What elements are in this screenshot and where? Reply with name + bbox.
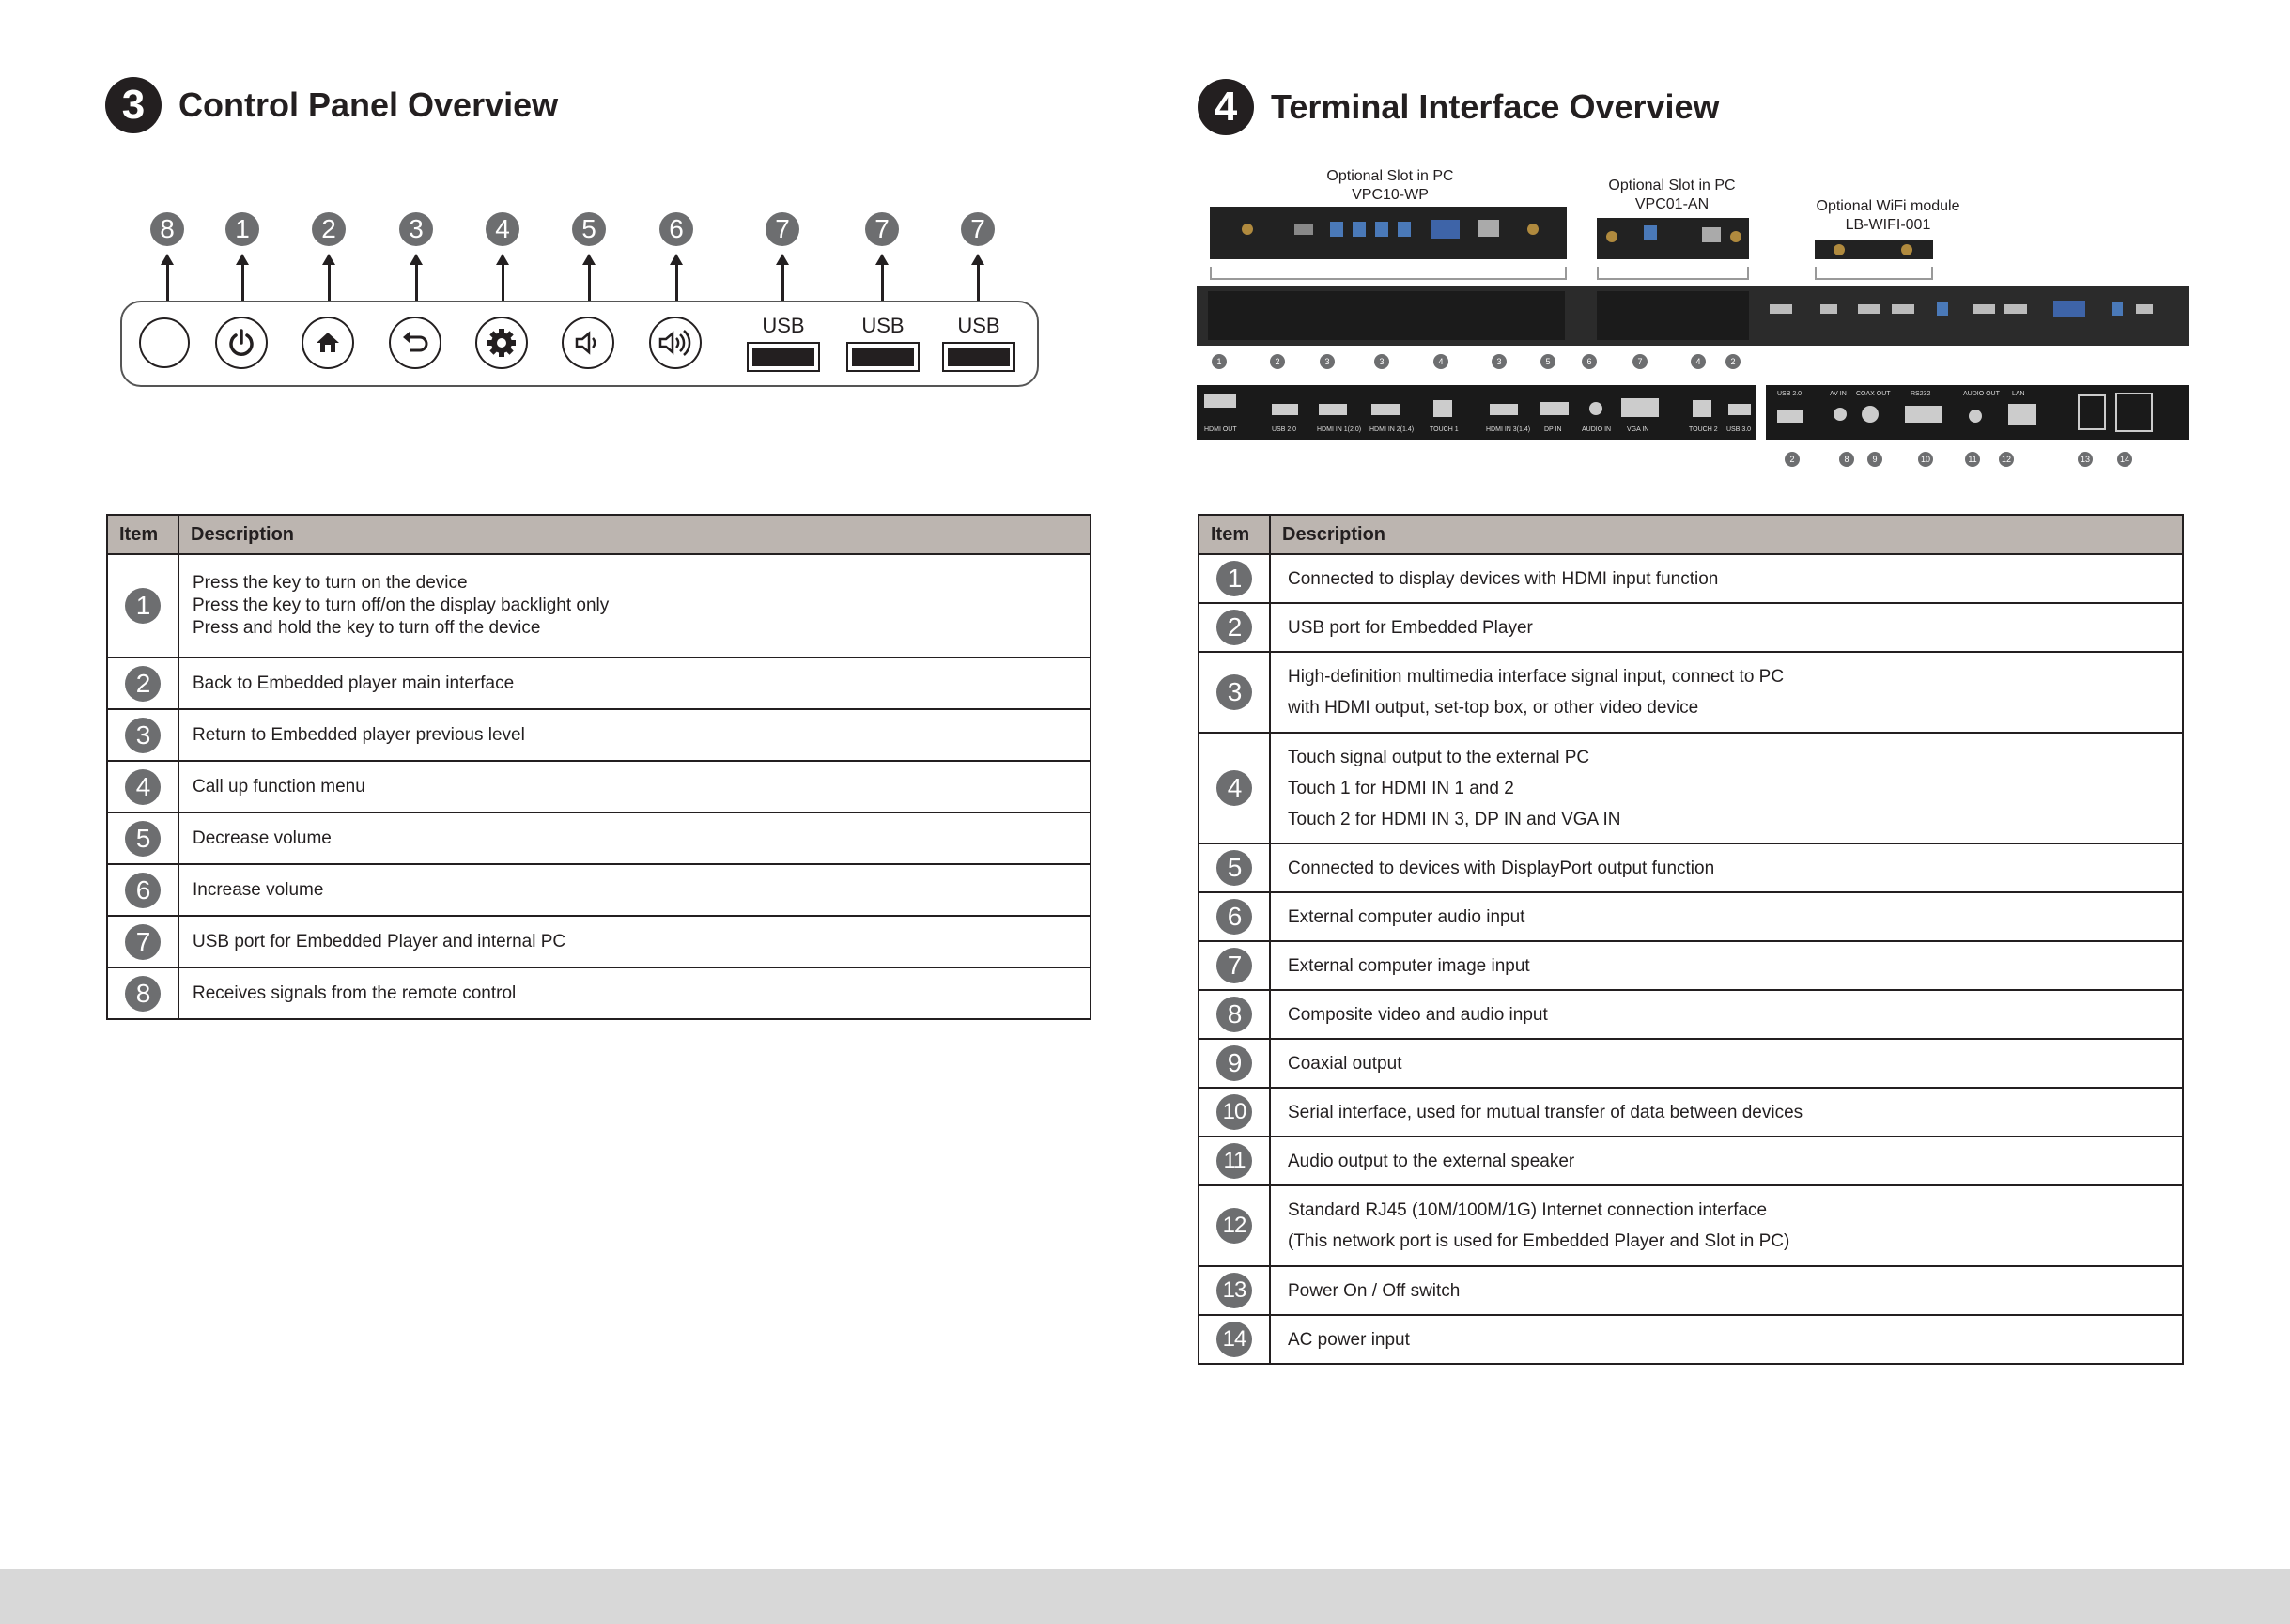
optional-slot-model: VPC01-AN: [1634, 196, 1710, 212]
usb-port-2[interactable]: [846, 314, 920, 372]
table-row: [1199, 733, 2183, 843]
vpc10-wp-module: [1210, 207, 1567, 259]
port-callout: 3: [1374, 354, 1389, 369]
usb-2-port: [1272, 404, 1298, 415]
module-port: [1294, 224, 1313, 235]
strip-port: [1973, 304, 1995, 314]
control-panel-table: [106, 514, 1091, 1020]
item-badge: 3: [1216, 674, 1252, 710]
vga-in-port: [1621, 398, 1659, 417]
table-row: [107, 812, 1091, 864]
description-cell: Connected to devices with DisplayPort output function: [1270, 843, 2183, 892]
header-description: Description: [178, 515, 1091, 554]
table-row: [1199, 652, 2183, 733]
description-cell: External computer audio input: [1270, 892, 2183, 941]
lower-right-port-panel: [1766, 385, 2189, 440]
description-cell: Composite video and audio input: [1270, 990, 2183, 1039]
hdmi-in-3-port: [1490, 404, 1518, 415]
description-line: Press the key to turn off/on the display backlight only: [193, 595, 610, 615]
description-cell: Increase volume: [178, 864, 1091, 916]
item-badge: 5: [1216, 850, 1252, 886]
port-callout: 9: [1867, 452, 1882, 467]
description-cell: [1270, 1185, 2183, 1266]
description-line: High-definition multimedia interface signal input, connect to PC: [1288, 667, 1785, 687]
port-callout: 14: [2117, 452, 2132, 467]
table-row: [107, 657, 1091, 709]
usb-label: USB: [861, 314, 905, 337]
description-line: Standard RJ45 (10M/100M/1G) Internet connection interface: [1288, 1200, 1768, 1220]
port-callout: 6: [1582, 354, 1597, 369]
item-badge: 9: [1216, 1045, 1252, 1081]
callout-4: 4: [486, 212, 519, 246]
description-cell: Return to Embedded player previous level: [178, 709, 1091, 761]
description-cell: Power On / Off switch: [1270, 1266, 2183, 1315]
item-badge: 1: [125, 588, 161, 624]
table-header-row: [107, 515, 1091, 554]
home-icon: [313, 328, 343, 358]
table-row: [1199, 1315, 2183, 1364]
description-cell: Back to Embedded player main interface: [178, 657, 1091, 709]
description-cell: Connected to display devices with HDMI input function: [1270, 554, 2183, 603]
usb-slot: [846, 342, 920, 372]
item-badge: 12: [1216, 1208, 1252, 1244]
header-item: Item: [1199, 515, 1270, 554]
module-port: [1644, 225, 1657, 240]
module-port: [1606, 231, 1617, 242]
strip-port: [2112, 302, 2123, 316]
module-port: [1527, 224, 1539, 235]
callout-3: 3: [399, 212, 433, 246]
port-callout: 10: [1918, 452, 1933, 467]
touch-1-port: [1433, 400, 1452, 417]
port-callout: 7: [1632, 354, 1648, 369]
description-line: Touch signal output to the external PC: [1288, 747, 1590, 767]
usb-port-1[interactable]: [747, 314, 820, 372]
table-row: [107, 554, 1091, 657]
callout-7c: 7: [961, 212, 995, 246]
port-label: VGA IN: [1627, 426, 1649, 433]
strip-vga-port: [2053, 301, 2085, 317]
item-badge: 11: [1216, 1143, 1252, 1179]
slot-bay: [1597, 291, 1749, 340]
menu-button[interactable]: [475, 317, 528, 369]
volume-down-button[interactable]: [562, 317, 614, 369]
item-badge: 14: [1216, 1322, 1252, 1357]
usb-label: USB: [957, 314, 1000, 337]
module-port: [1730, 231, 1741, 242]
audio-out-port: [1969, 410, 1982, 423]
port-label: USB 3.0: [1726, 426, 1752, 433]
port-callout: 13: [2078, 452, 2093, 467]
item-badge: 7: [1216, 948, 1252, 983]
item-badge: 3: [125, 718, 161, 753]
item-badge: 5: [125, 821, 161, 857]
volume-down-icon: [572, 327, 604, 359]
section-title: Terminal Interface Overview: [1271, 87, 1720, 126]
port-label: COAX OUT: [1856, 391, 1891, 397]
optional-slot-line: Optional WiFi module: [1816, 198, 1960, 214]
power-button[interactable]: [215, 317, 268, 369]
usb-slot: [747, 342, 820, 372]
lower-left-port-panel: [1197, 385, 1756, 440]
callout-5: 5: [572, 212, 606, 246]
module-port: [1398, 222, 1411, 237]
audio-in-port: [1589, 402, 1602, 415]
coax-out-port: [1862, 406, 1879, 423]
optional-slot-model: LB-WIFI-001: [1845, 217, 1931, 233]
description-cell: Decrease volume: [178, 812, 1091, 864]
table-row: [107, 709, 1091, 761]
description-line: Touch 1 for HDMI IN 1 and 2: [1288, 778, 1514, 798]
display-back-strip: [1197, 286, 2189, 346]
table-row: [1199, 892, 2183, 941]
optional-slot-label-1: [1296, 167, 1484, 205]
slot-bay: [1208, 291, 1565, 340]
item-badge: 8: [1216, 997, 1252, 1032]
item-badge: 4: [1216, 770, 1252, 806]
vpc01-an-module: [1597, 218, 1749, 259]
av-in-port: [1834, 408, 1847, 421]
table-row: [1199, 1088, 2183, 1137]
terminal-interface-diagram: [1193, 158, 2189, 477]
power-switch: [2078, 394, 2106, 430]
port-callout: 11: [1965, 452, 1980, 467]
usb-slot: [942, 342, 1015, 372]
usb-2-port: [1777, 410, 1803, 423]
section-number-badge: 4: [1198, 79, 1254, 135]
antenna-port: [1834, 244, 1845, 255]
port-callout: 5: [1540, 354, 1555, 369]
description-line: Press the key to turn on the device: [193, 573, 468, 593]
port-callout: 12: [1999, 452, 2014, 467]
table-row: [1199, 1137, 2183, 1185]
description-cell: [1270, 652, 2183, 733]
description-cell: USB port for Embedded Player: [1270, 603, 2183, 652]
strip-port: [2004, 304, 2027, 314]
port-callout: 2: [1725, 354, 1741, 369]
usb-3-port: [1728, 404, 1751, 415]
strip-port: [1858, 304, 1880, 314]
callout-7a: 7: [766, 212, 799, 246]
item-badge: 8: [125, 976, 161, 1012]
port-label: HDMI IN 3(1.4): [1486, 426, 1531, 433]
table-header-row: [1199, 515, 2183, 554]
port-callout: 4: [1691, 354, 1706, 369]
wifi-module: [1815, 240, 1933, 259]
hdmi-out-port: [1204, 394, 1236, 408]
description-cell: Call up function menu: [178, 761, 1091, 812]
callout-8: 8: [150, 212, 184, 246]
callout-7b: 7: [865, 212, 899, 246]
volume-up-button[interactable]: [649, 317, 702, 369]
description-cell: Audio output to the external speaker: [1270, 1137, 2183, 1185]
module-port: [1478, 220, 1499, 237]
terminal-interface-table: [1198, 514, 2184, 1365]
usb-port-3[interactable]: [942, 314, 1015, 372]
port-label: HDMI OUT: [1204, 426, 1237, 433]
antenna-port: [1901, 244, 1912, 255]
hdmi-in-2-port: [1371, 404, 1400, 415]
item-badge: 2: [1216, 610, 1252, 645]
description-cell: Receives signals from the remote control: [178, 967, 1091, 1019]
port-label: USB 2.0: [1272, 426, 1297, 433]
dp-in-port: [1540, 402, 1569, 415]
table-row: [107, 916, 1091, 967]
return-icon: [399, 327, 431, 359]
description-cell: Serial interface, used for mutual transfer of data between devices: [1270, 1088, 2183, 1137]
callout-6: 6: [659, 212, 693, 246]
optional-slot-label-2: [1578, 177, 1766, 214]
item-badge: 2: [125, 666, 161, 702]
section-number-badge: 3: [105, 77, 162, 133]
slot-bracket: [1815, 267, 1933, 280]
strip-port: [1770, 304, 1792, 314]
port-label: HDMI IN 2(1.4): [1369, 426, 1415, 433]
table-row: [107, 761, 1091, 812]
volume-up-icon: [658, 327, 693, 359]
header-description: Description: [1270, 515, 2183, 554]
module-port: [1353, 222, 1366, 237]
description-line: Touch 2 for HDMI IN 3, DP IN and VGA IN: [1288, 809, 1621, 829]
item-badge: 13: [1216, 1273, 1252, 1308]
hdmi-in-1-port: [1319, 404, 1347, 415]
port-label: USB 2.0: [1777, 391, 1803, 397]
description-cell: Coaxial output: [1270, 1039, 2183, 1088]
description-cell: [1270, 733, 2183, 843]
callout-2: 2: [312, 212, 346, 246]
port-callout: 1: [1212, 354, 1227, 369]
description-line: with HDMI output, set-top box, or other video device: [1288, 698, 1699, 718]
port-callout: 4: [1433, 354, 1448, 369]
table-row: [107, 967, 1091, 1019]
item-badge: 1: [1216, 561, 1252, 596]
home-button[interactable]: [302, 317, 354, 369]
strip-port: [1892, 304, 1914, 314]
table-row: [1199, 990, 2183, 1039]
port-callout: 8: [1839, 452, 1854, 467]
table-row: [1199, 941, 2183, 990]
description-cell: [178, 554, 1091, 657]
table-row: [1199, 554, 2183, 603]
description-cell: USB port for Embedded Player and internal PC: [178, 916, 1091, 967]
slot-bracket: [1597, 267, 1749, 280]
terminal-interface-heading: [1198, 79, 1720, 135]
slot-bracket: [1210, 267, 1567, 280]
strip-port: [1820, 304, 1837, 314]
touch-2-port: [1693, 400, 1711, 417]
vga-port: [1431, 220, 1460, 239]
control-panel-diagram: [103, 207, 1043, 394]
optional-slot-model: VPC10-WP: [1352, 187, 1429, 203]
rs232-port: [1905, 406, 1942, 423]
strip-port: [1937, 302, 1948, 316]
section-title: Control Panel Overview: [178, 85, 559, 124]
optional-wifi-label: [1785, 197, 1991, 235]
module-port: [1375, 222, 1388, 237]
port-label: TOUCH 1: [1430, 426, 1459, 433]
table-row: [107, 864, 1091, 916]
power-icon: [225, 327, 257, 359]
port-callout: 2: [1785, 452, 1800, 467]
port-label: AV IN: [1830, 391, 1847, 397]
port-label: RS232: [1911, 391, 1931, 397]
item-badge: 6: [125, 873, 161, 908]
optional-slot-line: Optional Slot in PC: [1608, 178, 1736, 193]
port-label: HDMI IN 1(2.0): [1317, 426, 1362, 433]
strip-port: [2136, 304, 2153, 314]
lan-port: [2008, 404, 2036, 425]
return-button[interactable]: [389, 317, 441, 369]
module-port: [1242, 224, 1253, 235]
ac-inlet: [2115, 393, 2153, 432]
port-label: AUDIO OUT: [1963, 391, 2000, 397]
port-callout: 2: [1270, 354, 1285, 369]
port-callout: 3: [1492, 354, 1507, 369]
item-badge: 10: [1216, 1094, 1252, 1130]
item-badge: 6: [1216, 899, 1252, 935]
table-row: [1199, 1266, 2183, 1315]
module-port: [1330, 222, 1343, 237]
port-callout: 3: [1320, 354, 1335, 369]
optional-slot-line: Optional Slot in PC: [1326, 168, 1454, 184]
remote-sensor: [139, 317, 190, 368]
table-row: [1199, 603, 2183, 652]
port-label: TOUCH 2: [1689, 426, 1718, 433]
description-cell: AC power input: [1270, 1315, 2183, 1364]
description-line: (This network port is used for Embedded Player and Slot in PC): [1288, 1231, 1790, 1251]
usb-label: USB: [762, 314, 805, 337]
gear-icon: [485, 326, 518, 360]
port-label: LAN: [2012, 391, 2025, 397]
module-port: [1702, 227, 1721, 242]
header-item: Item: [107, 515, 178, 554]
footer-bar: [0, 1569, 2290, 1624]
port-label: DP IN: [1544, 426, 1562, 433]
table-row: [1199, 1185, 2183, 1266]
item-badge: 7: [125, 924, 161, 960]
table-row: [1199, 843, 2183, 892]
control-panel-heading: [105, 77, 558, 133]
description-line: Press and hold the key to turn off the device: [193, 618, 541, 638]
port-label: AUDIO IN: [1582, 426, 1612, 433]
description-cell: External computer image input: [1270, 941, 2183, 990]
table-row: [1199, 1039, 2183, 1088]
item-badge: 4: [125, 769, 161, 805]
callout-1: 1: [225, 212, 259, 246]
